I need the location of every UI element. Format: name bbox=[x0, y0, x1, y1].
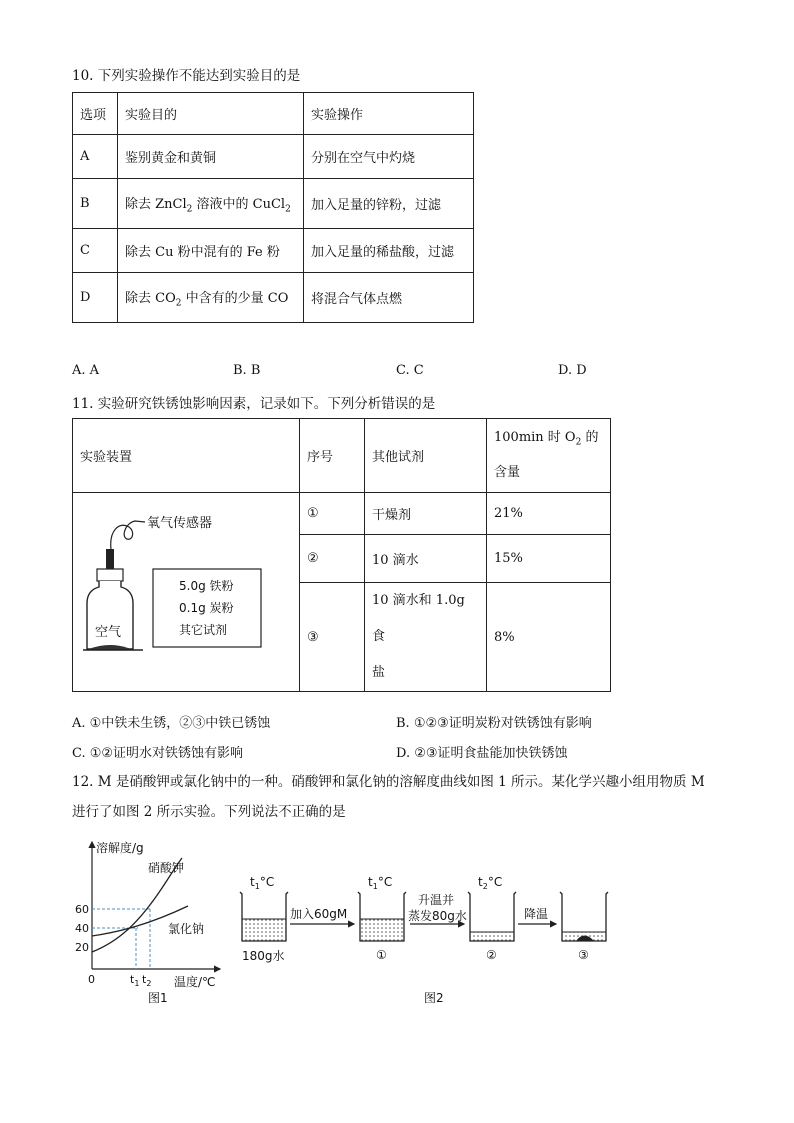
q11-choice-b[interactable]: B. ①②③证明炭粉对铁锈蚀有影响 bbox=[396, 716, 592, 731]
step3-label: 降温 bbox=[524, 907, 549, 921]
step2-label-a: 升温并 bbox=[418, 893, 455, 907]
beaker2-label: ② bbox=[486, 948, 497, 962]
row-no: ① bbox=[300, 493, 365, 535]
q12-stem-line2: 进行了如图 2 所示实验。下列说法不正确的是 bbox=[72, 804, 346, 820]
ytick-60: 60 bbox=[75, 903, 89, 916]
row-reagent: 10 滴水 bbox=[365, 535, 487, 583]
sensor-label: 氧气传感器 bbox=[147, 516, 213, 531]
q10-choice-c[interactable]: C. C bbox=[396, 363, 424, 378]
beaker-3 bbox=[560, 892, 608, 941]
fig2-experiment-flow bbox=[232, 866, 612, 1006]
row-option: C bbox=[73, 229, 118, 273]
temp-label-3: $t_2^\circ C$ bbox=[478, 875, 503, 891]
row-option: B bbox=[73, 179, 118, 229]
header-option: 选项 bbox=[73, 93, 118, 135]
row-option: D bbox=[73, 273, 118, 323]
fig1-solubility-chart bbox=[70, 836, 230, 1008]
row-o2: 8% bbox=[487, 583, 611, 692]
q11-choice-d[interactable]: D. ②③证明食盐能加快铁锈蚀 bbox=[396, 746, 568, 761]
q10-choice-b[interactable]: B. B bbox=[233, 363, 261, 378]
row-operation: 加入足量的锌粉，过滤 bbox=[304, 179, 474, 229]
q11-stem: 11. 实验研究铁锈蚀影响因素，记录如下。下列分析错误的是 bbox=[72, 396, 436, 412]
step2-label-b: 蒸发80g水 bbox=[408, 909, 467, 923]
header-reagent: 其他试剂 bbox=[365, 419, 487, 493]
row-no: ② bbox=[300, 535, 365, 583]
row-purpose: 鉴别黄金和黄铜 bbox=[118, 135, 304, 179]
ytick-40: 40 bbox=[75, 922, 89, 935]
beaker-2 bbox=[468, 892, 516, 941]
t1-label: $t_1$ bbox=[130, 973, 140, 988]
t2-label: $t_2$ bbox=[142, 973, 152, 988]
table-header-row bbox=[73, 93, 474, 135]
temp-label-2: $t_1^\circ C$ bbox=[368, 875, 393, 891]
table-row bbox=[73, 135, 474, 179]
q10-stem: 10. 下列实验操作不能达到实验目的是 bbox=[72, 68, 301, 84]
row-option: A bbox=[73, 135, 118, 179]
air-label: 空气 bbox=[95, 625, 122, 640]
row-reagent: 10 滴水和 1.0g 食 盐 bbox=[365, 583, 487, 692]
q10-choice-a[interactable]: A. A bbox=[72, 363, 100, 378]
q10-table bbox=[72, 92, 474, 323]
beaker3-label: ③ bbox=[578, 948, 589, 962]
row-purpose: 除去 Cu 粉中混有的 Fe 粉 bbox=[118, 229, 304, 273]
table-row bbox=[73, 273, 474, 323]
table-row bbox=[73, 493, 611, 535]
row-purpose: 除去 ZnCl$_2$ 溶液中的 CuCl$_2$ bbox=[118, 179, 304, 229]
table-row bbox=[73, 179, 474, 229]
ytick-20: 20 bbox=[75, 941, 89, 954]
row-operation: 加入足量的稀盐酸，过滤 bbox=[304, 229, 474, 273]
q11-choice-a[interactable]: A. ①中铁未生锈，②③中铁已锈蚀 bbox=[72, 716, 271, 731]
q10-choice-d[interactable]: D. D bbox=[558, 363, 587, 378]
x-axis-label: 温度/℃ bbox=[174, 975, 216, 989]
step1-label: 加入60gM bbox=[290, 907, 348, 921]
header-purpose: 实验目的 bbox=[118, 93, 304, 135]
y-axis-label: 溶解度/g bbox=[96, 841, 144, 855]
beaker-0 bbox=[240, 892, 288, 941]
q11-choice-c[interactable]: C. ①②证明水对铁锈蚀有影响 bbox=[72, 746, 244, 761]
row-purpose: 除去 $CO_2$ 中含有的少量 CO bbox=[118, 273, 304, 323]
row-reagent: 干燥剂 bbox=[365, 493, 487, 535]
box-line-3: 其它试剂 bbox=[179, 623, 228, 637]
beaker0-label: 180g水 bbox=[242, 949, 285, 963]
q12-stem-line1: 12. M 是硝酸钾或氯化钠中的一种。硝酸钾和氯化钠的溶解度曲线如图 1 所示。某化学兴趣小组用物质 M bbox=[72, 774, 705, 790]
fig2-caption: 图2 bbox=[424, 991, 444, 1005]
q11-table bbox=[72, 418, 611, 692]
header-o2: 100min 时 $O_2$ 的 含量 bbox=[487, 419, 611, 493]
origin-label: 0 bbox=[88, 973, 95, 986]
row-o2: 15% bbox=[487, 535, 611, 583]
apparatus-cell bbox=[73, 493, 300, 692]
row-no: ③ bbox=[300, 583, 365, 692]
header-device: 实验装置 bbox=[73, 419, 300, 493]
box-line-1: 5.0g 铁粉 bbox=[179, 579, 234, 593]
nacl-label: 氯化钠 bbox=[168, 922, 205, 936]
beaker1-label: ① bbox=[376, 948, 387, 962]
fig1-caption: 图1 bbox=[148, 991, 168, 1005]
beaker-1 bbox=[358, 892, 406, 941]
apparatus-diagram bbox=[73, 501, 299, 679]
row-operation: 分别在空气中灼烧 bbox=[304, 135, 474, 179]
row-operation: 将混合气体点燃 bbox=[304, 273, 474, 323]
box-line-2: 0.1g 炭粉 bbox=[179, 601, 234, 615]
header-operation: 实验操作 bbox=[304, 93, 474, 135]
header-no: 序号 bbox=[300, 419, 365, 493]
temp-label-1: $t_1^\circ C$ bbox=[250, 875, 275, 891]
table-header-row bbox=[73, 419, 611, 493]
row-o2: 21% bbox=[487, 493, 611, 535]
table-row bbox=[73, 229, 474, 273]
kno3-label: 硝酸钾 bbox=[148, 861, 185, 875]
